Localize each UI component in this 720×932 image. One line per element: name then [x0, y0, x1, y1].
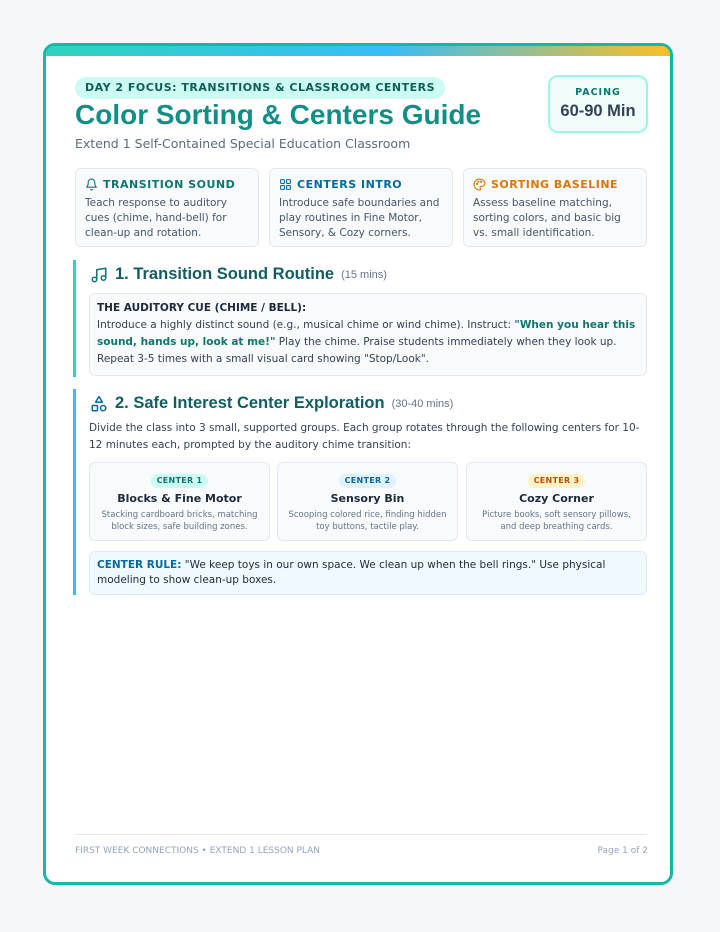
center-badge: CENTER 3 [528, 474, 586, 488]
card-title: SORTING BASELINE [491, 178, 619, 191]
section-duration: (15 mins) [341, 268, 387, 281]
center-rule-label: CENTER RULE: [97, 559, 182, 571]
pacing-box [548, 75, 648, 133]
gradient-top-bar [46, 46, 670, 56]
center-desc: Picture books, soft sensory pillows, and deep breathing cards. [482, 510, 631, 532]
pacing-value: 60-90 Min [560, 102, 636, 120]
section-intro: Divide the class into 3 small, supported groups. Each group rotates through the following centers for 10-12 minutes each, prompted by the auditory chime transition: [89, 422, 640, 451]
focus-badge: DAY 2 FOCUS: TRANSITIONS & CLASSROOM CENTERS [75, 77, 445, 99]
cue-text-before: Introduce a highly distinct sound (e.g., musical chime or wind chime). Instruct: [97, 319, 515, 331]
page-subtitle: Extend 1 Self-Contained Special Education Classroom [75, 136, 411, 151]
center-desc: Stacking cardboard bricks, matching block sizes, safe building zones. [101, 510, 258, 532]
auditory-cue-callout [89, 293, 647, 376]
cue-text [97, 317, 639, 368]
card-title: CENTERS INTRO [297, 178, 403, 191]
card-text: Teach response to auditory cues (chime, hand-bell) for clean-up and rotation. [85, 197, 227, 239]
center-badge: CENTER 1 [151, 474, 209, 488]
lesson-plan-page [43, 43, 673, 885]
center-title: Blocks & Fine Motor [117, 492, 242, 505]
summary-card-centers [269, 168, 453, 247]
section-duration: (30-40 mins) [391, 397, 454, 410]
cue-text-after: Play the chime. Praise students immediately when they look up. Repeat 3-5 times with a small visual card showing "Stop/Look". [97, 336, 617, 365]
center-rule-text [97, 558, 639, 588]
center-card-cozy [466, 462, 647, 541]
summary-card-transition [75, 168, 259, 247]
section-title: 1. Transition Sound Routine [115, 265, 335, 283]
center-card-blocks [89, 462, 270, 541]
grid-icon [279, 178, 292, 191]
palette-icon [473, 178, 486, 191]
center-badge: CENTER 2 [339, 474, 397, 488]
center-rule-callout [89, 551, 647, 595]
center-title: Sensory Bin [330, 492, 405, 505]
shapes-icon [90, 395, 108, 413]
center-rule-body: "We keep toys in our own space. We clean up when the bell rings." Use physical modeling to show clean-up boxes. [97, 559, 606, 586]
cue-label: THE AUDITORY CUE (CHIME / BELL): [97, 302, 307, 314]
section-transition-sound [73, 260, 636, 377]
cue-quote: "When you hear this sound, hands up, look at me!" [97, 319, 636, 348]
center-title: Cozy Corner [519, 492, 594, 505]
card-title: TRANSITION SOUND [103, 178, 236, 191]
music-note-icon [90, 266, 108, 284]
section-title: 2. Safe Interest Center Exploration [115, 394, 385, 412]
footer-label: FIRST WEEK CONNECTIONS • EXTEND 1 LESSON PLAN [75, 846, 321, 856]
center-desc: Scooping colored rice, finding hidden toy buttons, tactile play. [288, 510, 447, 532]
page-number: Page 1 of 2 [597, 846, 648, 856]
card-text: Assess baseline matching, sorting colors, and basic big vs. small identification. [473, 197, 621, 239]
pacing-label: PACING [575, 87, 621, 98]
footer-divider [75, 834, 647, 835]
card-text: Introduce safe boundaries and play routines in Fine Motor, Sensory, & Cozy corners. [279, 197, 440, 239]
section-interest-centers [73, 389, 640, 595]
summary-card-sorting [463, 168, 647, 247]
center-card-sensory [277, 462, 458, 541]
bell-icon [85, 178, 98, 191]
page-title: Color Sorting & Centers Guide [75, 99, 482, 130]
